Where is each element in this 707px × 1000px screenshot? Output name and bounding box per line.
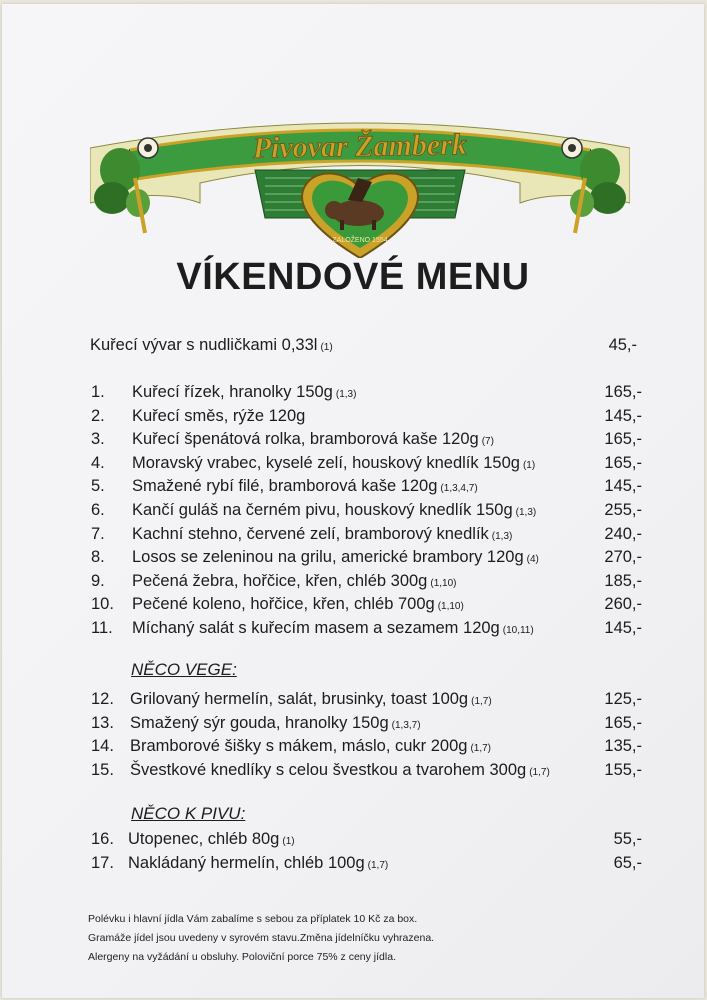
brewery-logo-text: Pivovar Žamberk [252,128,468,165]
menu-item [2,545,707,569]
menu-item-allergens: (1,7) [470,743,492,755]
menu-item-name: Smažený sýr gouda, hranolky 150g [130,713,389,732]
menu-item-number: 11. [91,619,113,637]
brewery-seal-text: ZALOŽENO 1554 [332,237,388,244]
menu-item-allergens: (1,7) [529,766,550,778]
menu-item-name: Kuřecí špenátová rolka, bramborová kaše 120g [132,430,479,449]
menu-item-price: 260,- [604,595,642,614]
soup-price: 45,- [608,336,637,354]
menu-item-number: 6. [91,501,105,519]
brewery-logo [90,108,630,258]
menu-item-number: 15. [91,760,114,779]
menu-item-allergens: (1,3,7) [391,719,421,731]
menu-item-name: Kuřecí směs, rýže 120g [132,406,306,425]
menu-item-price: 55,- [613,830,642,848]
menu-item-number: 10. [91,595,114,614]
menu-item [2,380,707,404]
menu-item [2,851,707,875]
menu-sheet [2,4,704,998]
menu-item-name: Míchaný salát s kuřecím masem a sezamem 120g [132,619,500,637]
soup-name: Kuřecí vývar s nudličkami 0,33l [90,336,318,354]
beer-heading: NĚCO K PIVU: [131,804,246,823]
menu-item-allergens: (1,7) [471,696,492,707]
menu-item-name-wrap [128,851,388,878]
menu-item-name: Utopenec, chléb 80g [128,830,280,848]
menu-item-name: Bramborové šišky s mákem, máslo, cukr 200g [130,737,468,756]
menu-item-allergens: (1,10) [430,577,457,589]
menu-item-price: 155,- [604,760,642,779]
menu-item-number: 1. [91,383,105,401]
menu-item-allergens: (1) [282,836,295,847]
menu-item [2,734,707,758]
menu-item-name: Nakládaný hermelín, chléb 100g [128,853,365,872]
menu-item-price: 145,- [604,406,642,425]
menu-item-price: 145,- [604,477,642,496]
soup-row [2,333,707,357]
menu-item-number: 7. [91,524,105,543]
menu-item [2,592,707,616]
menu-item-number: 12. [91,690,114,708]
menu-item [2,687,707,711]
menu-item-number: 8. [91,548,105,567]
menu-item-number: 5. [91,477,105,496]
menu-item-allergens: (4) [526,554,539,566]
menu-item-price: 65,- [613,853,642,872]
menu-item [2,522,707,546]
menu-item-number: 13. [91,713,114,732]
menu-item-allergens: (1,3) [491,530,513,542]
menu-item [2,711,707,735]
menu-item-name: Losos se zeleninou na grilu, americké brambory 120g [132,548,524,567]
menu-item-price: 135,- [604,737,642,756]
footer-notes [88,910,434,967]
menu-item-name-wrap [132,616,534,643]
menu-item [2,827,707,851]
menu-item-number: 17. [91,853,114,872]
menu-item [2,569,707,593]
menu-item-price: 185,- [604,571,642,590]
brewery-logo-graphic [90,108,630,258]
menu-item-name: Kachní stehno, červené zelí, bramborový knedlík [132,524,489,543]
menu-item [2,758,707,782]
menu-item-number: 3. [91,430,105,449]
menu-item-allergens: (10,11) [502,625,534,636]
menu-item-name: Kuřecí řízek, hranolky 150g [132,383,333,401]
menu-item-name: Smažené rybí filé, bramborová kaše 120g [132,477,438,496]
menu-item-price: 145,- [604,619,642,637]
menu-item-name-wrap [130,758,550,785]
soup-name-wrap [90,333,333,360]
menu-item-name: Kančí guláš na černém pivu, houskový knedlík 150g [132,501,513,519]
menu-item [2,474,707,498]
menu-item-price: 165,- [604,383,642,401]
menu-item-allergens: (1) [522,459,536,471]
menu-item-number: 9. [91,571,105,590]
menu-item-name: Grilovaný hermelín, salát, brusinky, toast 100g [130,690,469,708]
menu-item-name: Moravský vrabec, kyselé zelí, houskový knedlík 150g [132,453,520,472]
menu-item-allergens: (1,3,4,7) [440,483,478,495]
menu-item-price: 240,- [604,524,642,543]
footer-line: Polévku i hlavní jídla Vám zabalíme s sebou za příplatek 10 Kč za box. [88,913,418,925]
page-title: VÍKENDOVÉ MENU [176,256,530,298]
menu-item-price: 165,- [604,453,642,472]
menu-item-name: Pečené koleno, hořčice, křen, chléb 700g [132,595,435,614]
menu-item-allergens: (1,3) [335,389,357,400]
menu-item-name: Švestkové knedlíky s celou švestkou a tvarohem 300g [130,760,527,779]
menu-item-number: 4. [91,453,105,472]
menu-item-price: 125,- [604,690,642,708]
vege-heading: NĚCO VEGE: [131,660,237,679]
menu-item-number: 14. [91,737,114,756]
soup-allergens: (1) [320,342,333,353]
menu-item [2,616,707,640]
footer-line: Gramáže jídel jsou uvedeny v syrovém stavu.Změna jídelníčku vyhrazena. [88,932,435,944]
menu-item-number: 2. [91,406,105,425]
menu-item-name: Pečená žebra, hořčice, křen, chléb 300g [132,571,428,590]
menu-item [2,404,707,428]
menu-item-allergens: (1,7) [367,859,389,871]
menu-item [2,451,707,475]
menu-item-price: 270,- [604,548,642,567]
menu-item-number: 16. [91,830,114,848]
menu-item-price: 165,- [604,713,642,732]
menu-item [2,427,707,451]
menu-item-price: 255,- [604,501,642,519]
menu-item-allergens: (7) [481,436,494,448]
menu-item-price: 165,- [604,430,642,449]
menu-item-allergens: (1,3) [515,507,537,518]
menu-item [2,498,707,522]
menu-item-allergens: (1,10) [437,601,464,613]
footer-line: Alergeny na vyžádání u obsluhy. Poloviční porce 75% z ceny jídla. [88,951,396,963]
